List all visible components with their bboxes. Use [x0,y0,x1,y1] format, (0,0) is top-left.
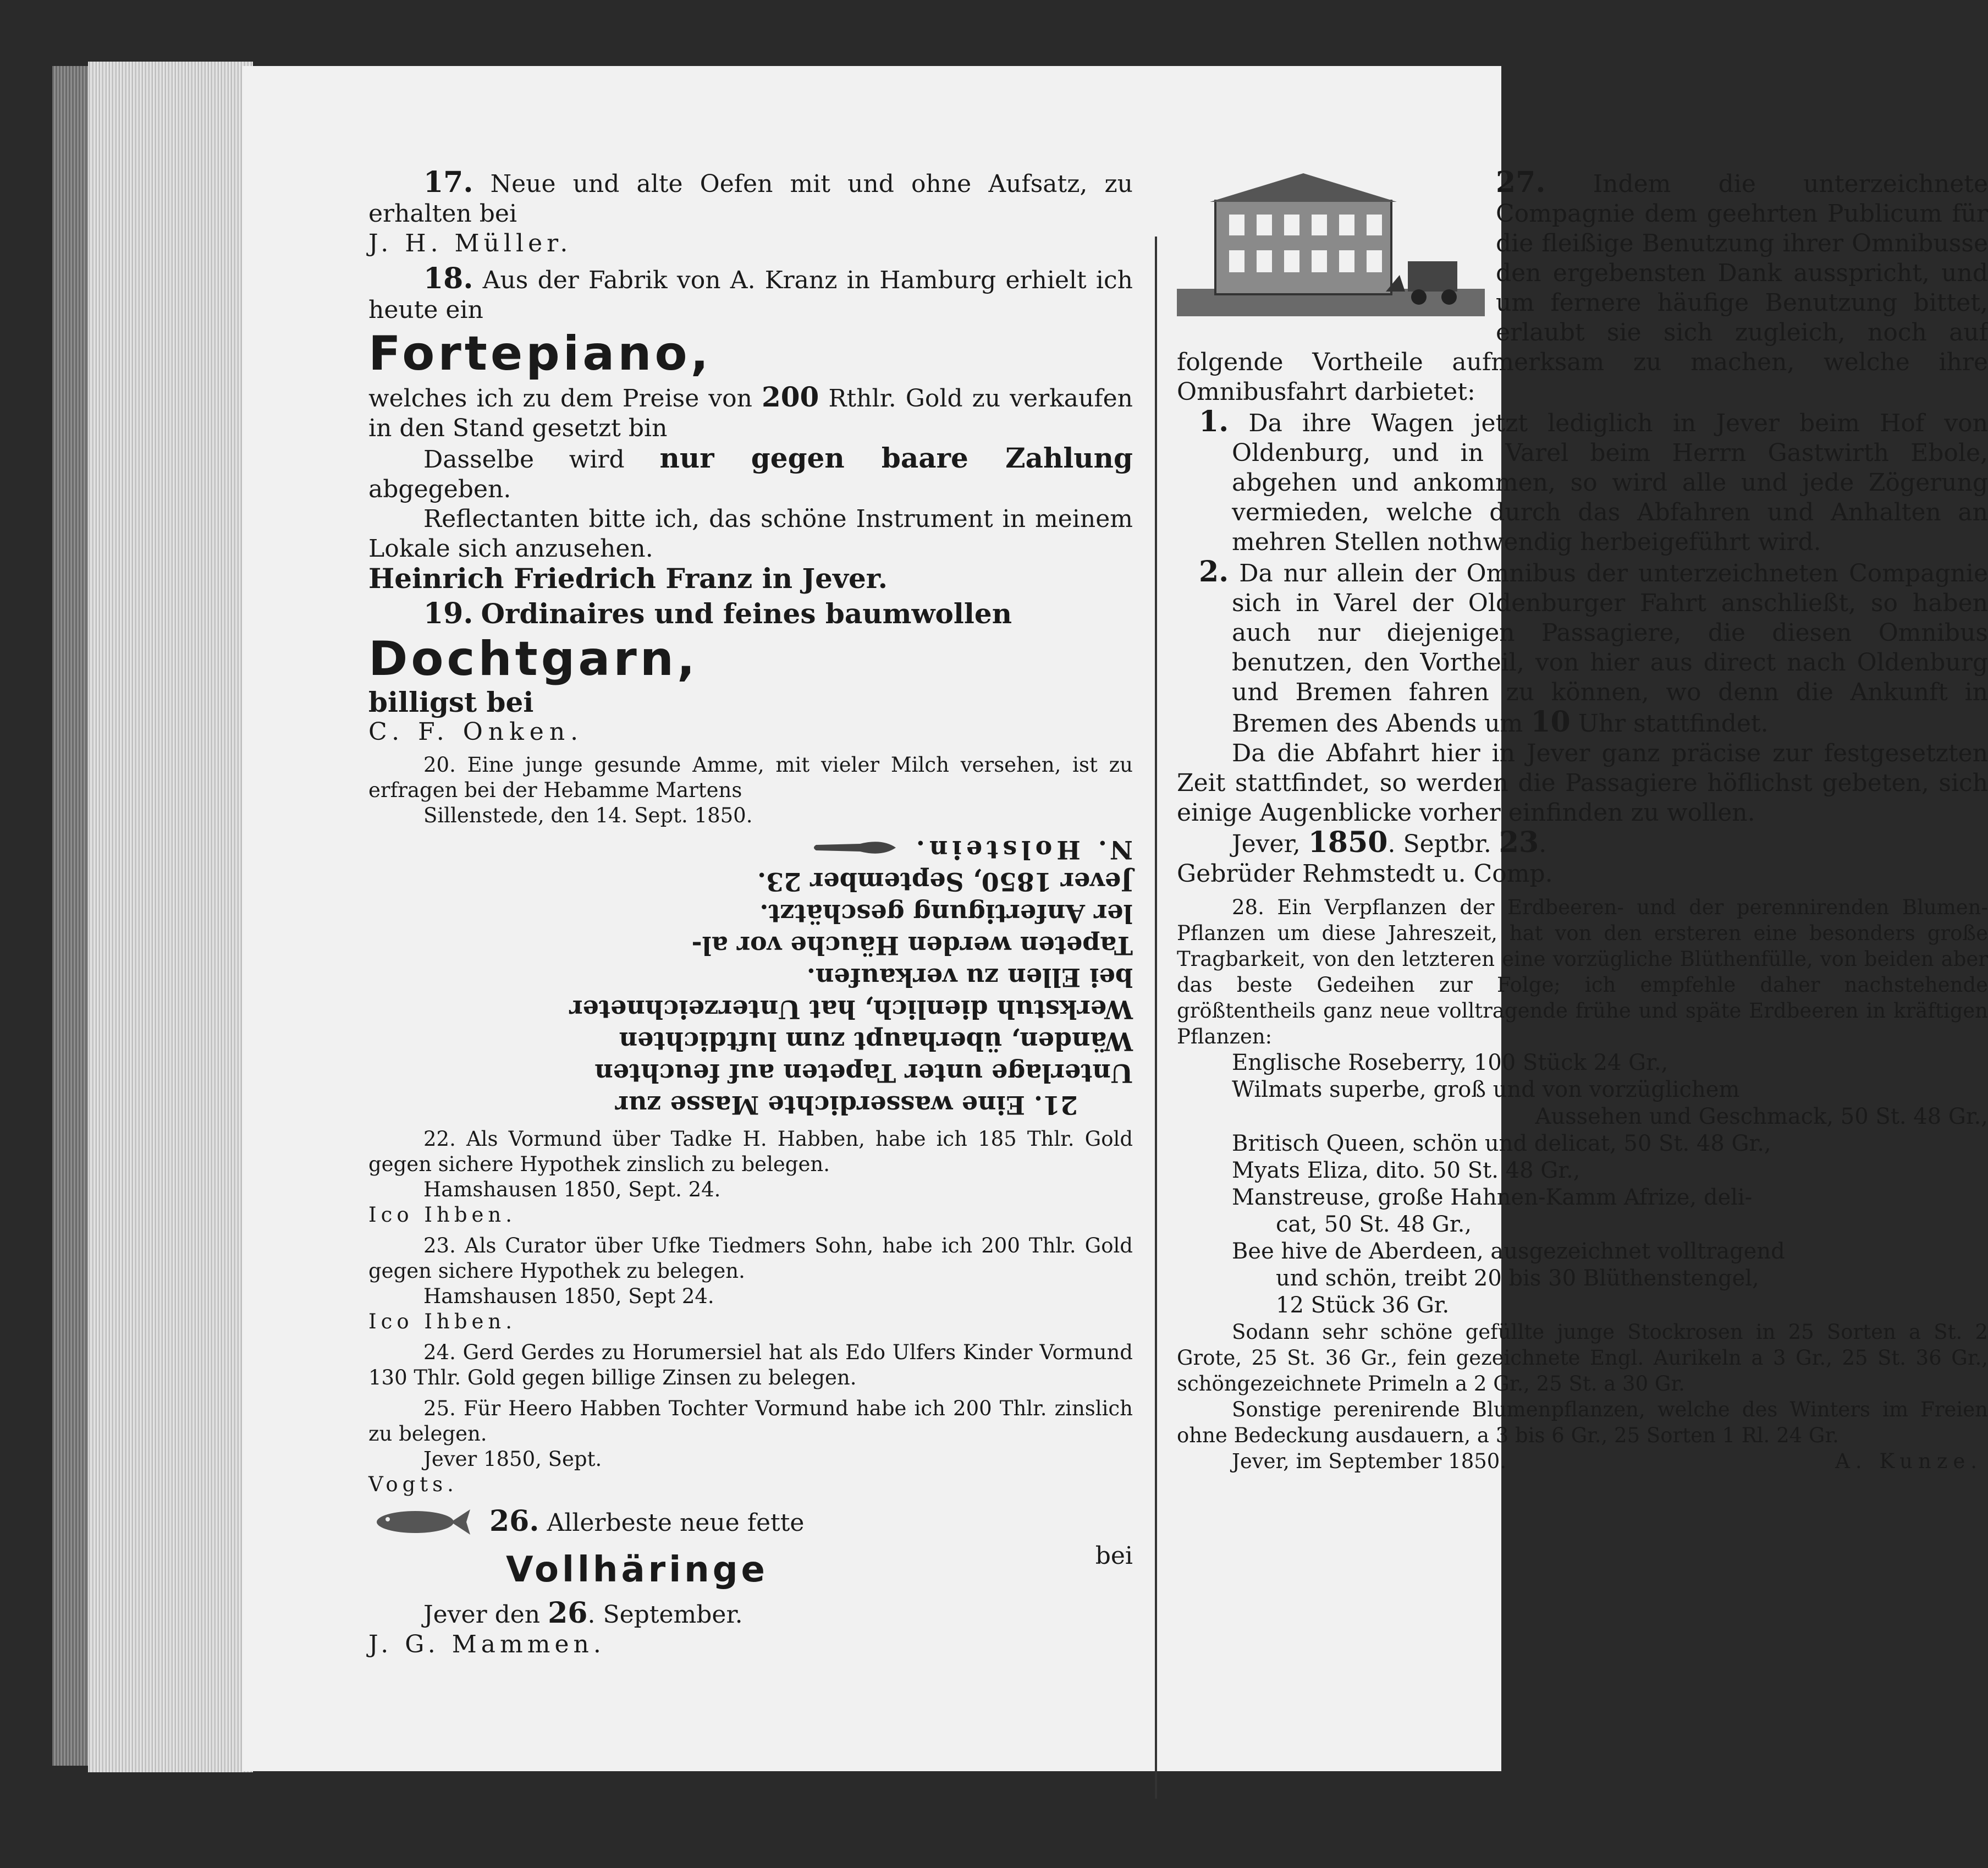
ad-place-date: . [1539,830,1547,858]
ad-number: 26. [489,1504,539,1538]
ad-place-date: Sillenstede, den 14. Sept. 1850. [423,804,753,827]
ad-text: 24. Gerd Gerdes zu Horumersiel hat als Edo Ulfers Kinder Vormund 130 Thlr. Gold gegen billige Zinsen zu belegen. [368,1340,1133,1389]
left-column [368,168,1133,1665]
list-item: Aussehen und Geschmack, 50 St. 48 Gr., [1535,1104,1988,1129]
ad-text: bei [1095,1542,1133,1570]
ad-text: Da die Abfahrt hier in Jever ganz präcise zur festgesetzten Zeit stattfindet, so werden die Passagiere höflichst gebeten, sich einige Augenblicke vorher einfinden zu wollen. [1177,739,1988,827]
ad-text: Unterlage unter Tapeten auf feuchten [594,1058,1133,1088]
ad-26-header [368,1503,1133,1541]
ad-headline: Ordinaires und feines baumwollen [481,597,1012,630]
list-number: 1. [1199,405,1229,438]
ad-text: Sonstige perenirende Blumenpflanzen, welche des Winters im Freien ohne Bedeckung ausdauern, a 3 bis 6 Gr., 25 Sorten 1 Rl. 24 Gr. [1177,1398,1988,1447]
ad-text: Wänden, überhaupt zum luftdichten [619,1026,1133,1056]
ad-place-date: Jever, [1232,830,1308,858]
ad-headline: Fortepiano, [368,326,712,381]
ad-text: ler Anfertigung geschätzt. [759,899,1133,928]
omnibus-house-illustration [1177,168,1485,327]
ad-date-number: 1850 [1308,826,1388,859]
ad-text: Aus der Fabrik von A. Kranz in Hamburg erhielt ich heute ein [368,266,1133,324]
list-item: Bee hive de Aberdeen, ausgezeichnet volltragend [1232,1239,1785,1264]
list-number: 2. [1199,555,1229,589]
ad-23 [368,1233,1133,1334]
ad-signature [368,834,1133,866]
ad-place-date: Jever 1850, Sept. [423,1447,602,1471]
list-item: und schön, treibt 20 bis 30 Blüthenstengel, [1276,1266,1759,1291]
ad-signature-text: N. Holstein. [911,835,1133,865]
ad-17 [368,168,1133,259]
ad-signature: Ico Ihben. [368,1203,516,1227]
ad-place-date: Jever 1850, September 23. [757,867,1133,897]
ad-signature: J. G. Mammen. [368,1630,605,1658]
strawberry-list [1177,1050,1988,1319]
ad-text: Uhr stattfindet. [1570,710,1769,738]
ad-27 [1177,168,1988,889]
ad-26 [368,1503,1133,1660]
ad-text: Rthlr. Gold zu verkaufen in den Stand gesetzt bin [368,384,1133,442]
ad-place-date: Hamshausen 1850, Sept. 24. [423,1178,721,1201]
newspaper-page [242,66,1988,1771]
list-item: Britisch Queen, schön und delicat, 50 St. 48 Gr., [1232,1131,1771,1156]
house-and-coach-icon [1177,168,1485,327]
ad-place-date: . Septbr. [1387,830,1499,858]
ad-signature: A. Kunze. [1835,1449,1983,1473]
list-item: 12 Stück 36 Gr. [1276,1293,1450,1318]
ad-text: 20. Eine junge gesunde Amme, mit vieler Milch versehen, ist zu erfragen bei der Hebamme Martens [368,753,1133,802]
ad-text: Reflectanten bitte ich, das schöne Instrument in meinem Lokale sich anzusehen. [368,505,1133,563]
ad-place-date: . September. [587,1601,743,1629]
ad-place-date: Jever den [423,1601,548,1629]
right-column [1177,168,1988,1480]
ad-18 [368,264,1133,594]
column-divider [1155,237,1157,1799]
ad-place-date: Jever, im September 1850. [1232,1449,1507,1473]
list-item: Englische Roseberry, 100 Stück 24 Gr., [1232,1050,1668,1075]
ad-number: 18. [423,262,473,295]
ad-signature: Gebrüder Rehmstedt u. Comp. [1177,860,1553,888]
ad-signature: J. H. Müller. [368,229,572,257]
list-item: Myats Eliza, dito. 50 St. 48 Gr., [1232,1158,1581,1183]
book-edge [52,66,91,1766]
ad-text: 21. Eine wasserdichte Masse zur [615,1090,1078,1120]
ad-headline: Dochtgarn, [368,631,698,686]
ad-text: Da nur allein der Omnibus der unterzeichneten Compagnie sich in Varel der Oldenburger Fahrt anschließt, so haben auch nur diejenigen Passagiere, die diesen Omnibus benutzen, den Vortheil, von hier aus direct nach Oldenburg und Bremen fahren zu können, wo denn die Ankunft in Bremen des Abends um [1232,559,1988,738]
ad-number: 27. [1496,166,1546,199]
ad-20 [368,752,1133,828]
ad-24 [368,1340,1133,1391]
ad-text: bei Ellen zu verkaufen. [806,963,1133,992]
ad-emphasis: nur gegen baare Zahlung [659,442,1133,474]
ad-text: Neue und alte Oefen mit und ohne Aufsatz, zu erhalten bei [368,170,1133,228]
ad-text: 28. Ein Verpflanzen der Erdbeeren- und der perennirenden Blumen-Pflanzen um diese Jahreszeit, hat von den ersteren eine besonders große Tragbarkeit, von den letzteren eine vorzügliche Blüthenfülle, von beiden aber das beste Gedeihen zur Folge; ich empfehle daher nachstehende größtentheils ganz neue volltragende frühe und späte Erdbeeren in kräftigen Pflanzen: [1177,895,1988,1048]
ad-text: 22. Als Vormund über Tadke H. Habben, habe ich 185 Thlr. Gold gegen sichere Hypothek zinslich zu belegen. [368,1127,1133,1176]
ad-text: abgegeben. [368,475,511,503]
page-stack [88,62,253,1772]
ad-text: Indem die unterzeichnete Compagnie dem geehrten Publicum für die fleißige Benutzung ihrer Omnibusse den ergebensten Dank ausspricht, und um fernere häufige Benutzung bittet, erlaubt sie sich zugleich, noch auf folgende Vortheile aufmerksam zu machen, welche ihre Omnibusfahrt darbietet: [1177,170,1988,406]
ad-22 [368,1127,1133,1228]
ad-signature: C. F. Onken. [368,718,584,746]
ad-19 [368,599,1133,747]
ad-text: Sodann sehr schöne gefüllte junge Stockrosen in 25 Sorten a St. 2 Grote, 25 St. 36 Gr., fein gezeichnete Engl. Aurikeln a 3 Gr., 25 St. 36 Gr., schöngezeichnete Primeln a 2 Gr., 25 St. a 30 Gr. [1177,1320,1988,1395]
ad-date-number: 23 [1499,826,1539,859]
ad-text: welches ich zu dem Preise von [368,384,762,413]
ad-date-number: 26 [548,1596,588,1630]
ad-text: 23. Als Curator über Ufke Tiedmers Sohn, habe ich 200 Thlr. Gold gegen sichere Hypothek zu belegen. [368,1234,1133,1283]
fish-icon [368,1503,473,1541]
pointing-hand-icon [811,834,899,861]
ad-place-date: Hamshausen 1850, Sept 24. [423,1284,714,1308]
price: 200 [761,381,819,413]
ad-28 [1177,894,1988,1474]
list-item: Wilmats superbe, groß und von vorzüglichem [1232,1077,1740,1102]
ad-time: 10 [1530,705,1571,739]
ad-signature: Heinrich Friedrich Franz in Jever. [368,562,888,595]
ad-25 [368,1396,1133,1497]
ad-headline: Vollhäringe [506,1550,768,1590]
list-item: Manstreuse, große Hahnen-Kamm Afrize, deli- [1232,1185,1753,1210]
ad-text: Werkstuh dienlich, hat Unterzeichneter [569,995,1133,1024]
ad-text: Da ihre Wagen jetzt lediglich in Jever beim Hof von Oldenburg, und in Varel beim Herrn Gastwirth Ebole, abgehen und ankommen, so wird alle und jede Zögerung vermieden, welche durch das Abfahren und Anhalten an mehren Stellen nothwendig herbeigeführt wird. [1232,409,1988,556]
ad-number: 19. [423,597,473,630]
ad-signature: Ico Ihben. [368,1310,516,1333]
ad-text: Allerbeste neue fette [547,1508,805,1537]
list-item: cat, 50 St. 48 Gr., [1276,1212,1472,1237]
ad-text: billigst bei [368,686,534,718]
ad-text: Tapeten werden Häuche vor al- [691,931,1133,960]
ad-text: 25. Für Heero Habben Tochter Vormund habe ich 200 Thlr. zinslich zu belegen. [368,1397,1133,1446]
ad-signature: Vogts. [368,1473,458,1496]
ad-text: Dasselbe wird [423,446,660,474]
ad-21-upside-down [368,834,1133,1121]
ad-number: 17. [423,166,473,199]
